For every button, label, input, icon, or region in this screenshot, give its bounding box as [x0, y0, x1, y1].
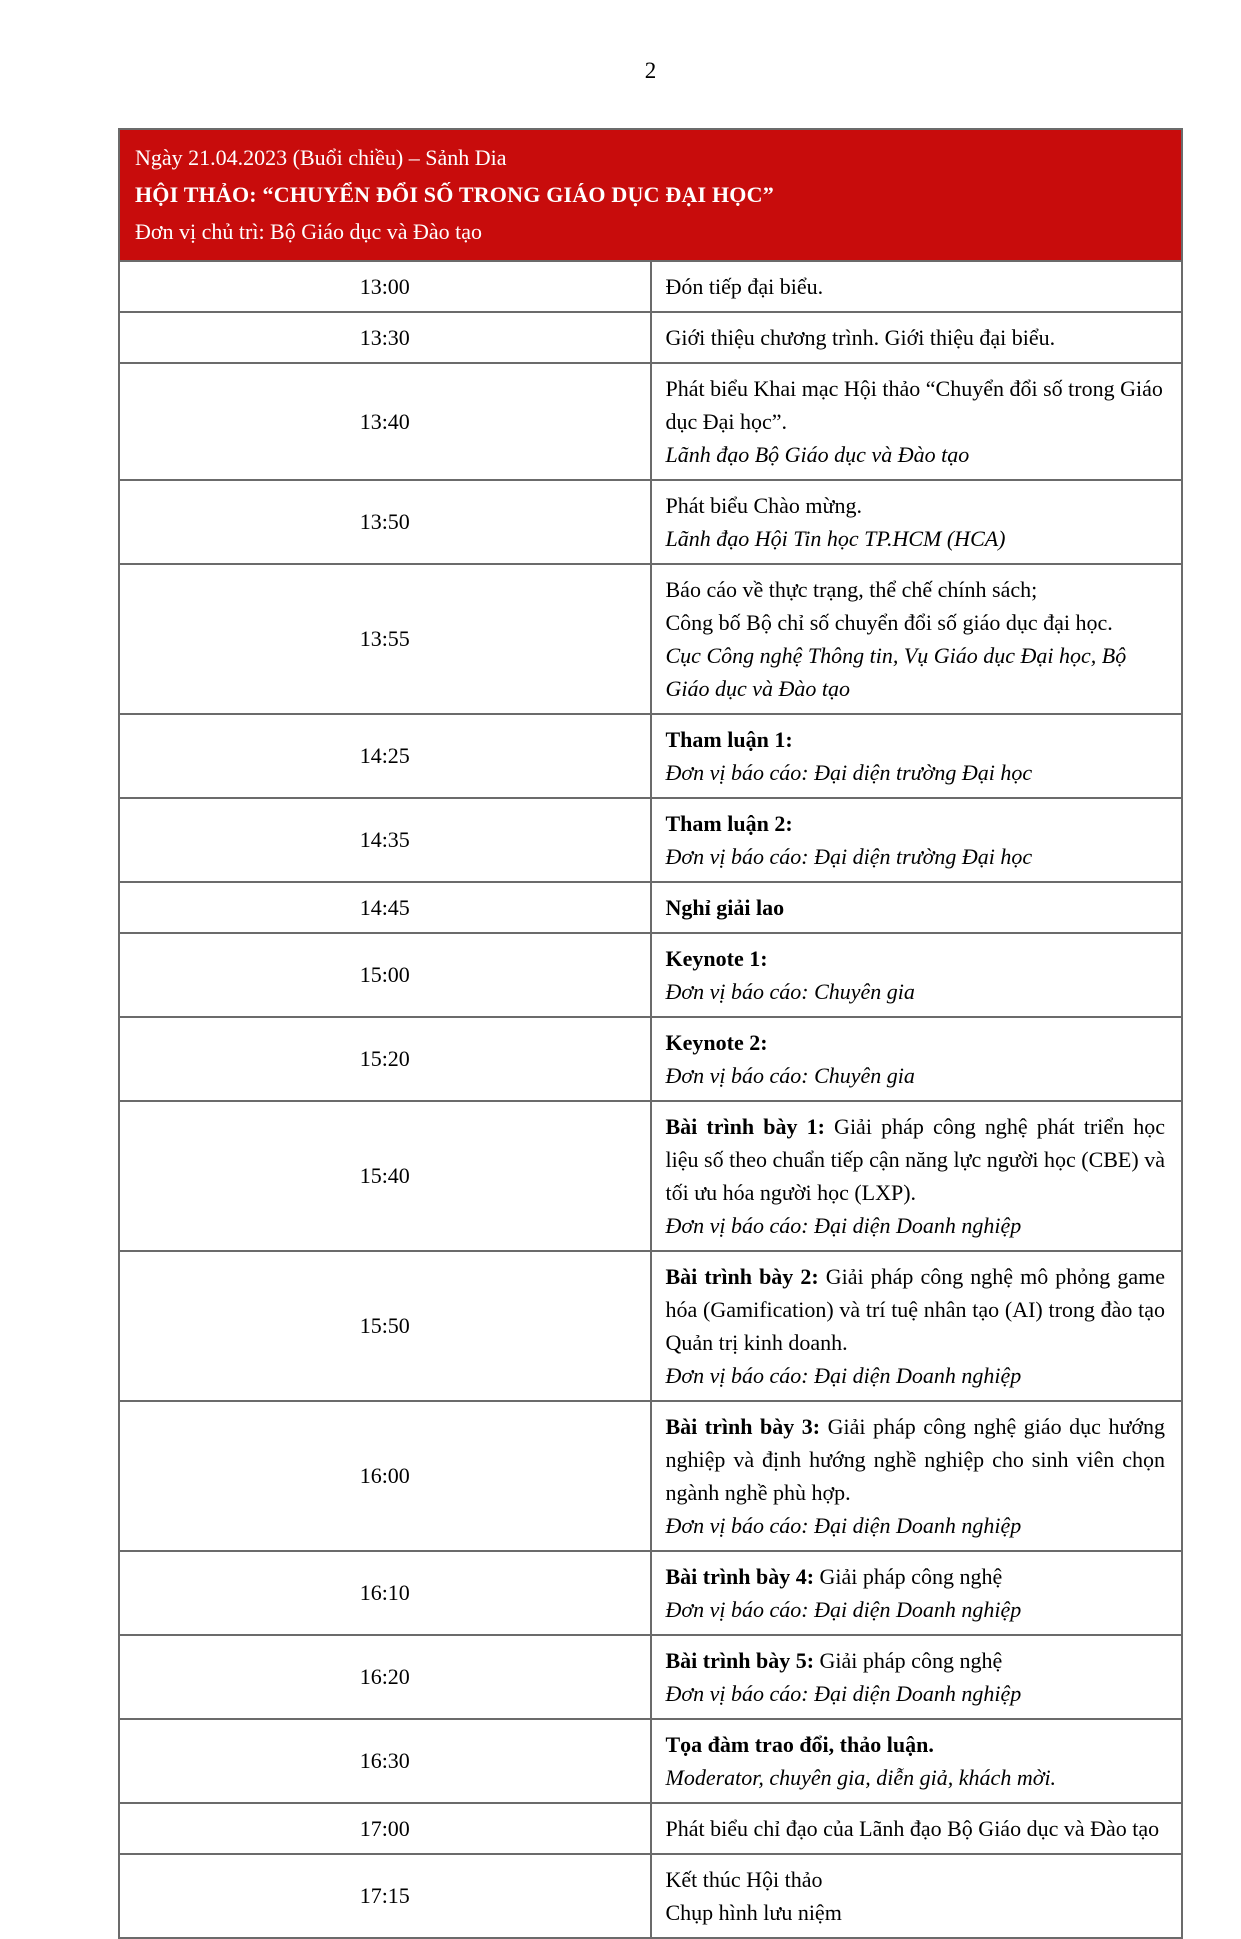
content-cell	[651, 312, 1183, 363]
schedule-line: Tham luận 1:	[665, 727, 793, 752]
content-cell	[651, 1551, 1183, 1635]
schedule-line: Đơn vị báo cáo: Đại diện trường Đại học	[665, 844, 1033, 869]
time-cell: 13:55	[119, 564, 651, 714]
content-cell	[651, 480, 1183, 564]
schedule-line: Đơn vị báo cáo: Đại diện Doanh nghiệp	[665, 1681, 1022, 1706]
schedule-row	[119, 1017, 1182, 1101]
schedule-line: Bài trình bày 4: Giải pháp công nghệ	[665, 1564, 1003, 1589]
content-cell	[651, 1635, 1183, 1719]
schedule-row	[119, 933, 1182, 1017]
content-cell	[651, 564, 1183, 714]
schedule-line: Phát biểu chỉ đạo của Lãnh đạo Bộ Giáo dục và Đào tạo	[665, 1816, 1160, 1841]
schedule-line: Báo cáo về thực trạng, thể chế chính sách;	[665, 577, 1038, 602]
content-cell	[651, 1101, 1183, 1251]
schedule-row	[119, 480, 1182, 564]
schedule-line: Đơn vị báo cáo: Chuyên gia	[665, 979, 915, 1004]
content-cell	[651, 933, 1183, 1017]
schedule-line: Bài trình bày 1: Giải pháp công nghệ phát triển học liệu số theo chuẩn tiếp cận năng lực người học (CBE) và tối ưu hóa người học (LXP).	[665, 1114, 1165, 1205]
schedule-line: Đơn vị báo cáo: Đại diện Doanh nghiệp	[665, 1363, 1022, 1388]
schedule-line: Đơn vị báo cáo: Chuyên gia	[665, 1063, 915, 1088]
schedule-line: Tọa đàm trao đổi, thảo luận.	[665, 1732, 934, 1757]
schedule-row	[119, 1401, 1182, 1551]
time-cell: 16:10	[119, 1551, 651, 1635]
schedule-row	[119, 261, 1182, 312]
content-cell	[651, 261, 1183, 312]
agenda-header-row	[119, 129, 1182, 261]
content-cell	[651, 882, 1183, 933]
time-cell: 16:20	[119, 1635, 651, 1719]
schedule-line: Kết thúc Hội thảo	[665, 1867, 823, 1892]
content-cell	[651, 1854, 1183, 1938]
schedule-line: Keynote 1:	[665, 946, 768, 971]
schedule-line: Nghỉ giải lao	[665, 895, 785, 920]
time-cell: 14:35	[119, 798, 651, 882]
schedule-line: Chụp hình lưu niệm	[665, 1900, 842, 1925]
schedule-row	[119, 714, 1182, 798]
agenda-header-organizer: Đơn vị chủ trì: Bộ Giáo dục và Đào tạo	[135, 219, 483, 244]
schedule-row	[119, 1803, 1182, 1854]
schedule-line: Giới thiệu chương trình. Giới thiệu đại biểu.	[665, 325, 1056, 350]
time-cell: 17:15	[119, 1854, 651, 1938]
content-cell	[651, 363, 1183, 480]
agenda-header-date: Ngày 21.04.2023 (Buổi chiều) – Sảnh Dia	[135, 145, 507, 170]
content-cell	[651, 1017, 1183, 1101]
schedule-line: Phát biểu Chào mừng.	[665, 493, 862, 518]
schedule-line: Keynote 2:	[665, 1030, 768, 1055]
time-cell: 13:00	[119, 261, 651, 312]
time-cell: 16:00	[119, 1401, 651, 1551]
schedule-row	[119, 1635, 1182, 1719]
schedule-row	[119, 312, 1182, 363]
agenda-header-title: HỘI THẢO: “CHUYỂN ĐỔI SỐ TRONG GIÁO DỤC ĐẠI HỌC”	[135, 182, 774, 207]
schedule-body	[119, 261, 1182, 1938]
page-number: 2	[644, 58, 657, 83]
schedule-row	[119, 798, 1182, 882]
schedule-line: Bài trình bày 3: Giải pháp công nghệ giáo dục hướng nghiệp và định hướng nghề nghiệp cho sinh viên chọn ngành nghề phù hợp.	[665, 1414, 1165, 1505]
schedule-line: Lãnh đạo Bộ Giáo dục và Đào tạo	[665, 442, 970, 467]
schedule-line: Đơn vị báo cáo: Đại diện Doanh nghiệp	[665, 1213, 1022, 1238]
time-cell: 15:40	[119, 1101, 651, 1251]
schedule-row	[119, 1551, 1182, 1635]
time-cell: 17:00	[119, 1803, 651, 1854]
schedule-line: Bài trình bày 2: Giải pháp công nghệ mô phỏng game hóa (Gamification) và trí tuệ nhân tạo (AI) trong đào tạo Quản trị kinh doanh.	[665, 1264, 1165, 1355]
content-cell	[651, 714, 1183, 798]
time-cell: 15:50	[119, 1251, 651, 1401]
content-cell	[651, 1251, 1183, 1401]
content-cell	[651, 1719, 1183, 1803]
schedule-line: Đơn vị báo cáo: Đại diện Doanh nghiệp	[665, 1513, 1022, 1538]
schedule-line: Đơn vị báo cáo: Đại diện trường Đại học	[665, 760, 1033, 785]
schedule-row	[119, 1101, 1182, 1251]
time-cell: 14:45	[119, 882, 651, 933]
agenda-section	[118, 128, 1183, 1939]
schedule-row	[119, 882, 1182, 933]
schedule-line: Đón tiếp đại biểu.	[665, 274, 824, 299]
schedule-row	[119, 1854, 1182, 1938]
schedule-line: Công bố Bộ chỉ số chuyển đổi số giáo dục đại học.	[665, 610, 1113, 635]
schedule-line: Tham luận 2:	[665, 811, 793, 836]
time-cell: 13:40	[119, 363, 651, 480]
schedule-row	[119, 1251, 1182, 1401]
schedule-row	[119, 564, 1182, 714]
time-cell: 14:25	[119, 714, 651, 798]
schedule-line: Cục Công nghệ Thông tin, Vụ Giáo dục Đại học, Bộ Giáo dục và Đào tạo	[665, 643, 1127, 701]
content-cell	[651, 1803, 1183, 1854]
time-cell: 13:30	[119, 312, 651, 363]
content-cell	[651, 1401, 1183, 1551]
schedule-row	[119, 1719, 1182, 1803]
content-cell	[651, 798, 1183, 882]
schedule-line: Phát biểu Khai mạc Hội thảo “Chuyển đổi số trong Giáo dục Đại học”.	[665, 376, 1163, 434]
time-cell: 16:30	[119, 1719, 651, 1803]
agenda-header	[119, 129, 1182, 261]
time-cell: 13:50	[119, 480, 651, 564]
time-cell: 15:20	[119, 1017, 651, 1101]
schedule-line: Lãnh đạo Hội Tin học TP.HCM (HCA)	[665, 526, 1006, 551]
schedule-line: Bài trình bày 5: Giải pháp công nghệ	[665, 1648, 1003, 1673]
schedule-row	[119, 363, 1182, 480]
schedule-line: Đơn vị báo cáo: Đại diện Doanh nghiệp	[665, 1597, 1022, 1622]
schedule-line: Moderator, chuyên gia, diễn giả, khách mời.	[665, 1765, 1057, 1790]
agenda-table	[118, 128, 1183, 1939]
time-cell: 15:00	[119, 933, 651, 1017]
